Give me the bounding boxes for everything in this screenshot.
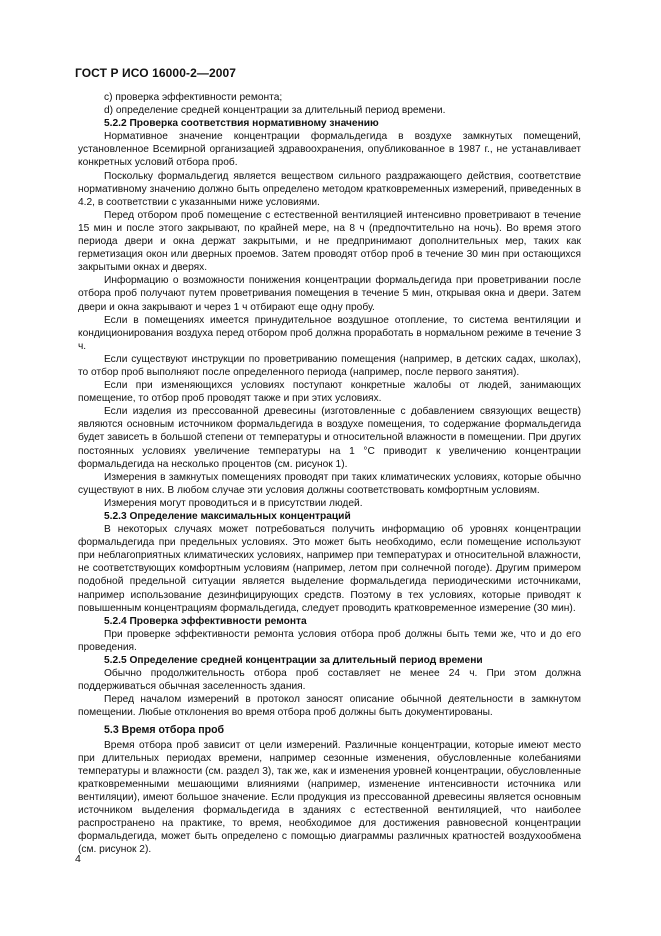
paragraph: Время отбора проб зависит от цели измерений. Различные концентрации, которые имеют место при длительных периодах времени, например сезонные изменения, обусловленные колебаниями температуры и влажности (см. раздел 3), так же, как и изменения уровней концентрации, обусловленные кратковременными мешающими влияниями (например, изменение интенсивности источника или вентиляции), имеют большое значение. Если продукция из прессованной древесины является основным источником выделения формальдегида в зданиях с естественной вентиляцией, что наиболее распространено на практике, то время, необходимое для достижения равновесной концентрации формальдегида, может быть определено с помощью диаграммы различных кратностей воздухообмена (см. рисунок 2).: [78, 739, 581, 856]
paragraph: Измерения могут проводиться и в присутствии людей.: [104, 497, 363, 509]
section-heading-5-2-4: 5.2.4 Проверка эффективности ремонта: [104, 615, 307, 627]
list-item-c: c) проверка эффективности ремонта;: [104, 92, 283, 103]
list-item-d: d) определение средней концентрации за длительный период времени.: [104, 105, 446, 117]
page-number: 4: [75, 853, 81, 865]
paragraph: Поскольку формальдегид является веществом сильного раздражающего действия, соответствие нормативному значению должно быть определено методом кратковременных измерений, приведенных в 4.2, в соответствии с указанными ниже условиями.: [78, 170, 581, 208]
standard-header: ГОСТ Р ИСО 16000-2—2007: [75, 66, 237, 80]
paragraph: Перед отбором проб помещение с естественной вентиляцией интенсивно проветривают в течение 15 мин и после этого закрывают, по крайней мере, на 8 ч (предпочтительно на ночь). Во время этого периода двери и окна держат закрытыми, и не предпринимают дополнительных мер, таких как герметизация окон или дверных проемов. Затем проводят отбор проб в течение 30 мин при остающихся закрытыми окнах и дверях.: [78, 209, 581, 274]
paragraph: Если изделия из прессованной древесины (изготовленные с добавлением связующих веществ) являются основным источником формальдегида в воздухе помещения, то содержание формальдегида будет зависеть в большой степени от температуры и относительной влажности в помещении. При других постоянных условиях увеличение температуры на 1 °С приводит к увеличению концентрации формальдегида на несколько процентов (см. рисунок 1).: [78, 406, 581, 470]
paragraph: Если при изменяющихся условиях поступают конкретные жалобы от людей, занимающих помещение, то отбор проб проводят также и при этих условиях.: [78, 380, 581, 405]
paragraph: При проверке эффективности ремонта условия отбора проб должны быть теми же, что и до его проведения.: [78, 628, 581, 653]
paragraph: Информацию о возможности понижения концентрации формальдегида при проветривании после отбора проб получают путем проветривания помещения в течение 5 мин, открывая окна и двери. Затем двери и окна закрывают и через 1 ч отбирают еще одну пробу.: [78, 275, 581, 313]
section-heading-5-2-5: 5.2.5 Определение средней концентрации за длительный период времени: [104, 655, 483, 667]
paragraph: Перед началом измерений в протокол заносят описание обычной деятельности в замкнутом помещении. Любые отклонения во время отбора проб должны быть документированы.: [78, 694, 581, 719]
paragraph: Если в помещениях имеется принудительное воздушное отопление, то система вентиляции и кондиционирования воздуха перед отбором проб должна проработать в нормальном режиме в течение 3 ч.: [78, 314, 581, 352]
section-heading-5-3: 5.3 Время отбора проб: [104, 723, 225, 736]
document-body: [78, 91, 581, 856]
paragraph: Если существуют инструкции по проветриванию помещения (например, в детских садах, школах), то отбор проб выполняют после определенного периода (например, после первого занятия).: [78, 353, 581, 378]
section-heading-5-2-2: 5.2.2 Проверка соответствия нормативному значению: [104, 118, 379, 130]
paragraph: Измерения в замкнутых помещениях проводят при таких климатических условиях, которые обычно существуют в них. В любом случае эти условия должны соответствовать комфортным условиям.: [78, 471, 581, 496]
paragraph: Нормативное значение концентрации формальдегида в воздухе замкнутых помещений, установленное Всемирной организацией здравоохранения, опубликованное в 1987 г., не устанавливает конкретных условий отбора проб.: [78, 131, 581, 169]
paragraph: Обычно продолжительность отбора проб составляет не менее 24 ч. При этом должна поддерживаться обычная заселенность здания.: [78, 668, 581, 693]
paragraph: В некоторых случаях может потребоваться получить информацию об уровнях концентрации формальдегида при предельных условиях. Это может быть необходимо, если помещение используют при неблагоприятных климатических условиях, например при температурах и относительной влажности, не соответствующих комфортным условиям (например, летом при солнечной погоде). Другим примером подобной предельной ситуации является выделение формальдегида периодическими источниками, например использование дезинфицирующих средств. Поэтому в тех условиях, которые приводят к повышенным концентрациям формальдегида, следует проводить кратковременное измерение (30 мин).: [78, 524, 581, 614]
section-heading-5-2-3: 5.2.3 Определение максимальных концентраций: [104, 511, 351, 522]
